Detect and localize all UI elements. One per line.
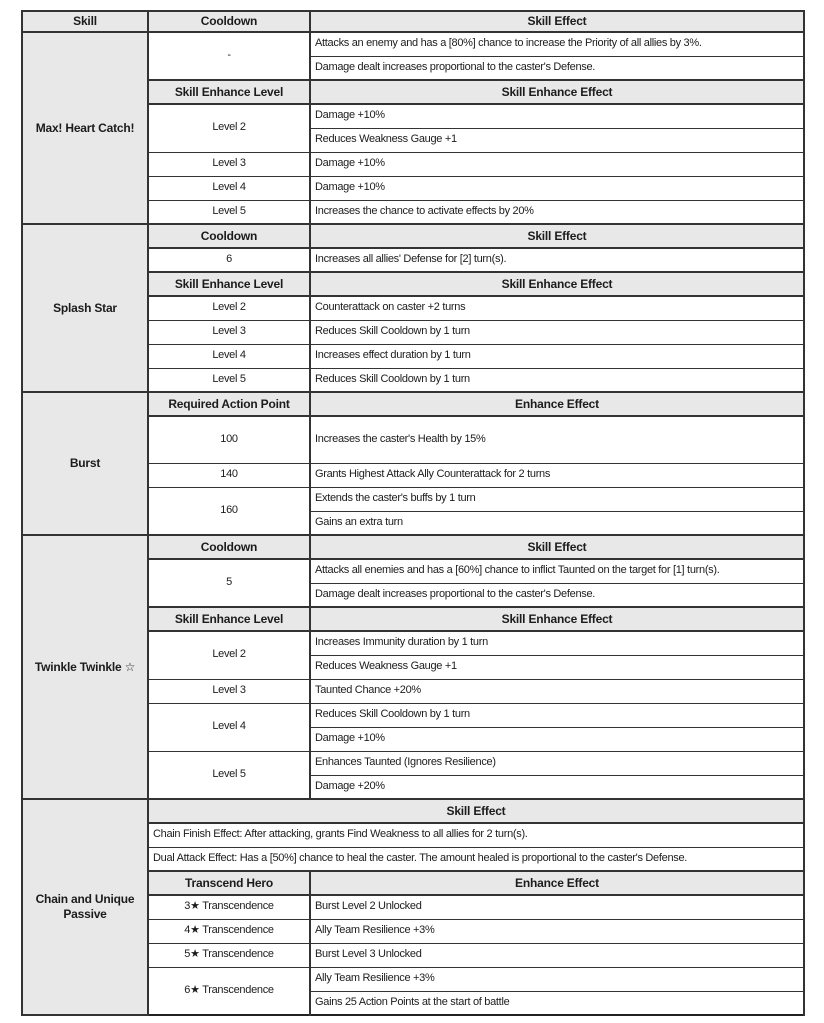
skills-table: [21, 10, 805, 1016]
skill-effect-text: Damage dealt increases proportional to the caster's Defense.: [310, 56, 804, 80]
cooldown-value: 5: [148, 559, 310, 607]
enhance-effect: Increases the caster's Health by 15%: [310, 416, 804, 463]
transcend-effect: Gains 25 Action Points at the start of battle: [310, 991, 804, 1015]
enhance-level: Level 2: [148, 104, 310, 152]
enhance-effect: Damage +10%: [310, 104, 804, 128]
enhance-level: Level 4: [148, 176, 310, 200]
enhance-effect-header: Enhance Effect: [310, 392, 804, 416]
enhance-effect: Increases Immunity duration by 1 turn: [310, 631, 804, 655]
enhance-level-header: Skill Enhance Level: [148, 80, 310, 104]
skill-name: Max! Heart Catch!: [22, 32, 148, 224]
section-header-row: [22, 224, 804, 248]
skill-name: Burst: [22, 392, 148, 535]
enhance-effect: Reduces Weakness Gauge +1: [310, 655, 804, 679]
enhance-effect: Damage +10%: [310, 727, 804, 751]
section-header-row: [22, 799, 804, 823]
enhance-level: Level 4: [148, 344, 310, 368]
section-header-row: [22, 535, 804, 559]
enhance-effect: Damage +10%: [310, 152, 804, 176]
column-header-skill: Skill: [22, 11, 148, 32]
transcend-effect: Ally Team Resilience +3%: [310, 967, 804, 991]
action-point-value: 140: [148, 463, 310, 487]
passive-effect-text: Dual Attack Effect: Has a [50%] chance to heal the caster. The amount healed is proportional to the caster's Defense.: [148, 847, 804, 871]
passive-effect-text: Chain Finish Effect: After attacking, grants Find Weakness to all allies for 2 turn(s).: [148, 823, 804, 847]
enhance-effect: Reduces Skill Cooldown by 1 turn: [310, 320, 804, 344]
skill-name: Twinkle Twinkle ☆: [22, 535, 148, 799]
enhance-effect: Increases the chance to activate effects by 20%: [310, 200, 804, 224]
enhance-level: Level 5: [148, 368, 310, 392]
skill-effect-header: Skill Effect: [310, 224, 804, 248]
enhance-level-header: Skill Enhance Level: [148, 272, 310, 296]
section-header-row: [22, 392, 804, 416]
skill-effect-text: Damage dealt increases proportional to the caster's Defense.: [310, 583, 804, 607]
column-header-skill-effect: Skill Effect: [310, 11, 804, 32]
enhance-level: Level 2: [148, 631, 310, 679]
cooldown-value: -: [148, 32, 310, 80]
enhance-effect: Grants Highest Attack Ally Counterattack for 2 turns: [310, 463, 804, 487]
enhance-level-header: Skill Enhance Level: [148, 607, 310, 631]
transcend-level: 6★ Transcendence: [148, 967, 310, 1015]
transcend-level: 3★ Transcendence: [148, 895, 310, 919]
enhance-effect: Reduces Skill Cooldown by 1 turn: [310, 368, 804, 392]
transcend-level: 5★ Transcendence: [148, 943, 310, 967]
transcend-effect: Burst Level 3 Unlocked: [310, 943, 804, 967]
cooldown-header: Cooldown: [148, 535, 310, 559]
transcend-level: 4★ Transcendence: [148, 919, 310, 943]
enhance-effect: Reduces Skill Cooldown by 1 turn: [310, 703, 804, 727]
cooldown-header: Cooldown: [148, 224, 310, 248]
enhance-effect: Counterattack on caster +2 turns: [310, 296, 804, 320]
enhance-effect-header: Skill Enhance Effect: [310, 80, 804, 104]
transcend-effect: Burst Level 2 Unlocked: [310, 895, 804, 919]
skill-name: Chain and Unique Passive: [22, 799, 148, 1015]
enhance-effect: Increases effect duration by 1 turn: [310, 344, 804, 368]
action-point-header: Required Action Point: [148, 392, 310, 416]
skill-effect-text: Increases all allies' Defense for [2] turn(s).: [310, 248, 804, 272]
transcend-effect: Ally Team Resilience +3%: [310, 919, 804, 943]
enhance-effect: Taunted Chance +20%: [310, 679, 804, 703]
enhance-level: Level 5: [148, 200, 310, 224]
enhance-effect: Damage +20%: [310, 775, 804, 799]
enhance-level: Level 3: [148, 679, 310, 703]
enhance-effect: Reduces Weakness Gauge +1: [310, 128, 804, 152]
enhance-effect-header: Skill Enhance Effect: [310, 607, 804, 631]
table-header-row: [22, 11, 804, 32]
table-row: [22, 32, 804, 56]
enhance-effect-header: Enhance Effect: [310, 871, 804, 895]
enhance-level: Level 4: [148, 703, 310, 751]
enhance-effect: Damage +10%: [310, 176, 804, 200]
enhance-level: Level 3: [148, 320, 310, 344]
enhance-level: Level 3: [148, 152, 310, 176]
skill-effect-text: Attacks all enemies and has a [60%] chance to inflict Taunted on the target for [1] turn(s).: [310, 559, 804, 583]
skill-effect-header: Skill Effect: [148, 799, 804, 823]
action-point-value: 100: [148, 416, 310, 463]
enhance-effect: Enhances Taunted (Ignores Resilience): [310, 751, 804, 775]
skill-effect-header: Skill Effect: [310, 535, 804, 559]
column-header-cooldown: Cooldown: [148, 11, 310, 32]
transcend-hero-header: Transcend Hero: [148, 871, 310, 895]
enhance-level: Level 2: [148, 296, 310, 320]
enhance-effect: Gains an extra turn: [310, 511, 804, 535]
action-point-value: 160: [148, 487, 310, 535]
skill-name: Splash Star: [22, 224, 148, 392]
enhance-level: Level 5: [148, 751, 310, 799]
enhance-effect: Extends the caster's buffs by 1 turn: [310, 487, 804, 511]
cooldown-value: 6: [148, 248, 310, 272]
enhance-effect-header: Skill Enhance Effect: [310, 272, 804, 296]
skill-effect-text: Attacks an enemy and has a [80%] chance to increase the Priority of all allies by 3%.: [310, 32, 804, 56]
